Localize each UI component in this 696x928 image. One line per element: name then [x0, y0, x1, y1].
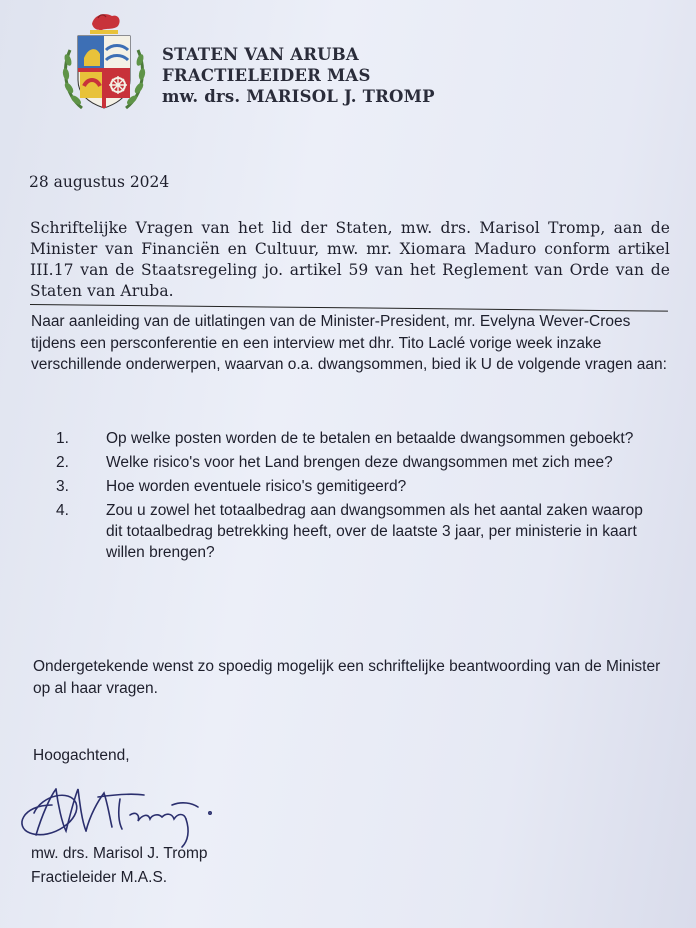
question-text: Zou u zowel het totaalbedrag aan dwangsommen als het aantal zaken waarop dit totaalbedrag betrekking heeft, over de laatste 3 jaar, per ministerie in kaart willen brengen?	[106, 502, 643, 561]
question-text: Welke risico's voor het Land brengen deze dwangsommen met zich mee?	[106, 454, 613, 471]
letterhead-line-name: mw. drs. MARISOL J. TROMP	[162, 87, 435, 106]
aruba-coat-of-arms-icon	[56, 10, 152, 120]
list-item	[56, 476, 656, 497]
question-number: 1.	[56, 430, 69, 447]
greeting: Hoogachtend,	[33, 747, 130, 764]
signer-name: mw. drs. Marisol J. Tromp	[31, 845, 208, 862]
questions-list	[56, 428, 656, 566]
signer-title: Fractieleider M.A.S.	[31, 869, 168, 886]
list-item	[56, 428, 656, 449]
letterhead	[162, 44, 435, 107]
signer-block	[31, 842, 208, 890]
question-number: 4.	[56, 502, 69, 519]
closing-paragraph: Ondergetekende wenst zo spoedig mogelijk een schriftelijke beantwoording van de Minister op al haar vragen.	[33, 658, 661, 697]
list-item	[56, 452, 656, 473]
letter-subject: Schriftelijke Vragen van het lid der Staten, mw. drs. Marisol Tromp, aan de Minister van Financiën en Cultuur, mw. mr. Xiomara Maduro conform artikel III.17 van de Staatsregeling jo. artikel 59 van het Reglement van Orde van de Staten van Aruba.	[30, 219, 670, 300]
letterhead-line-institution: STATEN VAN ARUBA	[162, 45, 359, 64]
question-text: Hoe worden eventuele risico's gemitigeerd?	[106, 478, 407, 495]
question-text: Op welke posten worden de te betalen en betaalde dwangsommen geboekt?	[106, 430, 634, 447]
question-number: 3.	[56, 478, 69, 495]
list-item	[56, 500, 656, 563]
intro-paragraph: Naar aanleiding van de uitlatingen van de Minister-President, mr. Evelyna Wever-Croes tijdens een persconferentie en een interview met dhr. Tito Laclé vorige week inzake verschillende onderwerpen, waarvan o.a. dwangsommen, bied ik U de volgende vragen aan:	[31, 313, 667, 373]
letter-date: 28 augustus 2024	[29, 173, 170, 191]
letterhead-line-role: FRACTIELEIDER MAS	[162, 66, 371, 85]
question-number: 2.	[56, 454, 69, 471]
